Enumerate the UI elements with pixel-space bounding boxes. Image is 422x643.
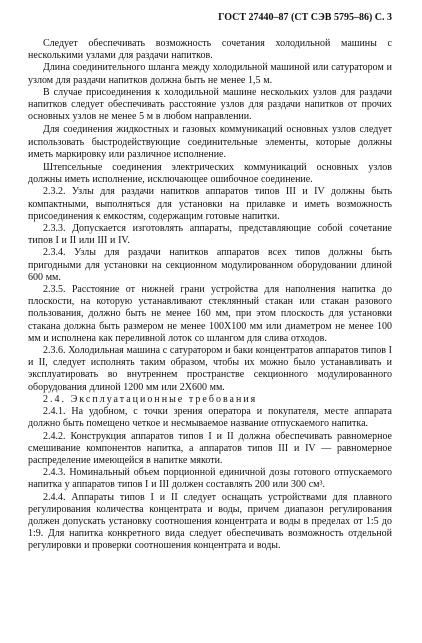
paragraph: Следует обеспечивать возможность сочетания холодильной машины с несколькими узлами для раздачи напитков. <box>28 38 392 62</box>
clause-2-4-4: 2.4.4. Аппараты типов I и II следует оснащать устройствами для плавного регулирования количества концентрата и воды, причем диапазон регулирования должен допускать установку соотношения концентрата и воды в пределах от 1:5 до 1:9. Для напитка конкретного вида следует обеспечивать возможность отдельной регулировки и проверки соотношения концентрата и воды. <box>28 491 392 552</box>
paragraph: Штепсельные соединения электрических коммуникаций основных узлов должны иметь исполнение, исключающее ошибочное соединение. <box>28 162 392 186</box>
clause-2-4-1: 2.4.1. На удобном, с точки зрения оператора и покупателя, месте аппарата должно быть помещено четкое и несмываемое название отпускаемого напитка. <box>28 406 392 430</box>
paragraph: Для соединения жидкостных и газовых коммуникаций основных узлов следует использовать быстродействующие соединительные элементы, которые должны иметь маркировку или различное исполнение. <box>28 124 392 160</box>
section-heading-2-4: 2.4. Эксплуатационные требования <box>43 393 258 405</box>
paragraph: Длина соединительного шланга между холодильной машиной или сатуратором и узлом для раздачи напитков должна быть не менее 1,5 м. <box>28 62 392 86</box>
clause-2-3-4: 2.3.4. Узлы для раздачи напитков аппаратов всех типов должны быть пригодными для установки на секционном модулированном оборудовании длиной 600 мм. <box>28 247 392 283</box>
clause-2-4-2: 2.4.2. Конструкция аппаратов типов I и II должна обеспечивать равномерное смешивание компонентов напитка, а аппаратов типов III и IV — равномерное распределение имеющейся в напитке мякоти. <box>28 430 392 466</box>
clause-2-3-6: 2.3.6. Холодильная машина с сатуратором и баки концентратов аппаратов типов I и II, следует исполнять таким образом, чтобы их можно было устанавливать и эксплуатировать во внутреннем пространстве секционного модулированного оборудования длиной 1200 мм или 2Х600 мм. <box>28 345 392 393</box>
page-header: ГОСТ 27440–87 (СТ СЭВ 5795–86) С. 3 <box>218 12 392 23</box>
clause-2-3-2: 2.3.2. Узлы для раздачи напитков аппаратов типов III и IV должны быть компактными, выполняться для установки на прилавке и иметь возможность присоединения к емкостям, содержащим готовые напитки. <box>28 186 392 222</box>
clause-2-4-3: 2.4.3. Номинальный объем порционной единичной дозы готового отпускаемого напитка у аппаратов типов I и III должен составлять 200 или 300 см³. <box>28 467 392 491</box>
paragraph: В случае присоединения к холодильной машине нескольких узлов для раздачи напитков следует обеспечивать расстояние узлов для раздачи напитков от прочих основных узлов не менее 5 м в любом направлении. <box>28 86 392 123</box>
clause-2-3-3: 2.3.3. Допускается изготовлять аппараты, представляющие собой сочетание типов I и II или III и IV. <box>28 223 392 247</box>
body-text <box>28 38 392 553</box>
clause-2-3-5: 2.3.5. Расстояние от нижней грани устройства для наполнения напитка до плоскости, на которую устанавливают стеклянный стакан или стакан разового пользования, должно быть не менее 160 мм, при этом плоскость для установки стакана должна быть размером не менее 100Х100 мм или диаметром не менее 100 мм и исполнена как переливной лоток со шлангом для слива отходов. <box>28 284 392 344</box>
